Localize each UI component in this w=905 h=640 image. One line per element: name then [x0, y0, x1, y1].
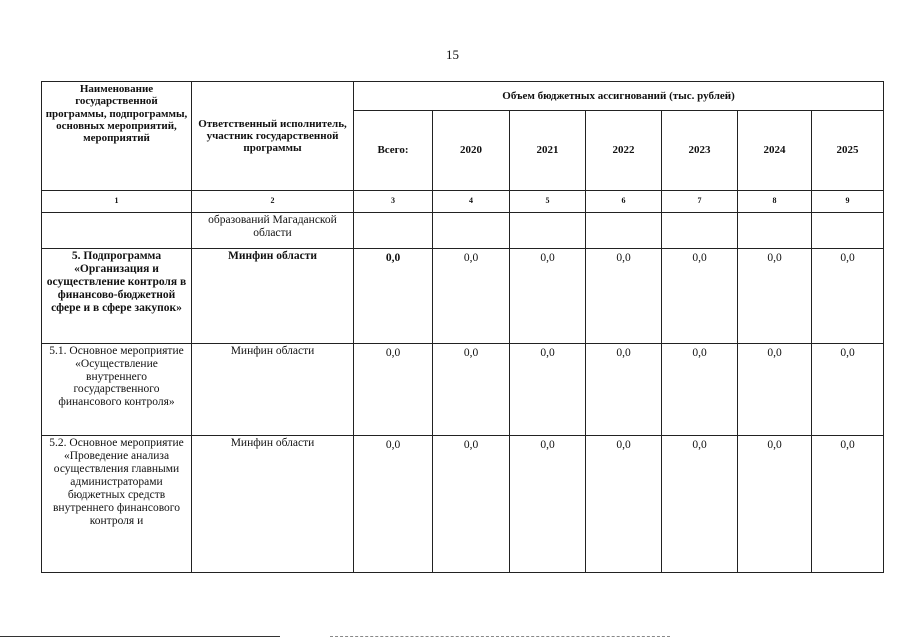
header-year: 2023: [662, 110, 738, 190]
row-value: 0,0: [812, 436, 884, 573]
row-value: 0,0: [433, 249, 510, 344]
column-number: 3: [354, 190, 433, 212]
row-total: 0,0: [354, 343, 433, 436]
row-value: 0,0: [812, 249, 884, 344]
row-executor: Минфин области: [192, 436, 354, 573]
row-name: 5. Подпрограмма «Организация и осуществление контроля в финансово-бюджетной сфере и в сфере закупок»: [42, 249, 192, 344]
row-value: 0,0: [433, 436, 510, 573]
header-name-col: Наименование государственной программы, подпрограммы, основных мероприятий, мероприятий: [42, 82, 192, 191]
page-number: 15: [446, 47, 459, 62]
column-number: 8: [738, 190, 812, 212]
budget-table: [41, 81, 884, 573]
row-value: [510, 213, 586, 249]
row-name: [42, 213, 192, 249]
row-name: 5.1. Основное мероприятие «Осуществление внутреннего государственного финансового контроля»: [42, 343, 192, 436]
column-number: 5: [510, 190, 586, 212]
row-value: 0,0: [586, 249, 662, 344]
row-value: 0,0: [510, 343, 586, 436]
row-name: 5.2. Основное мероприятие «Проведение анализа осуществления главными администраторами бюджетных средств внутреннего финансового контроля и: [42, 436, 192, 573]
column-number: 6: [586, 190, 662, 212]
row-executor: Минфин области: [192, 343, 354, 436]
header-executor-col: Ответственный исполнитель, участник государственной программы: [192, 82, 354, 191]
row-total: 0,0: [354, 436, 433, 573]
column-number-row: [42, 190, 884, 212]
row-value: 0,0: [812, 343, 884, 436]
header-year: 2020: [433, 110, 510, 190]
row-value: 0,0: [510, 249, 586, 344]
row-value: 0,0: [433, 343, 510, 436]
table-row: [42, 343, 884, 436]
row-executor: образований Магаданской области: [192, 213, 354, 249]
table-row: [42, 249, 884, 344]
row-value: 0,0: [662, 343, 738, 436]
row-value: [433, 213, 510, 249]
header-row-top: [42, 82, 884, 111]
table-row: [42, 213, 884, 249]
column-number: 4: [433, 190, 510, 212]
row-total: [354, 213, 433, 249]
column-number: 2: [192, 190, 354, 212]
row-value: 0,0: [586, 436, 662, 573]
row-value: 0,0: [662, 249, 738, 344]
table-row: [42, 436, 884, 573]
column-number: 7: [662, 190, 738, 212]
row-value: 0,0: [662, 436, 738, 573]
header-total-col: Всего:: [354, 110, 433, 190]
header-year: 2022: [586, 110, 662, 190]
header-year: 2021: [510, 110, 586, 190]
column-number: 1: [42, 190, 192, 212]
row-value: [738, 213, 812, 249]
row-value: 0,0: [738, 436, 812, 573]
header-year: 2024: [738, 110, 812, 190]
row-value: 0,0: [738, 249, 812, 344]
header-budget-group: Объем бюджетных ассигнований (тыс. рублей): [354, 82, 884, 111]
row-value: 0,0: [510, 436, 586, 573]
row-total: 0,0: [354, 249, 433, 344]
row-executor: Минфин области: [192, 249, 354, 344]
row-value: [586, 213, 662, 249]
column-number: 9: [812, 190, 884, 212]
page-bottom-scan-artifact: [330, 636, 670, 637]
page-bottom-rule: [0, 636, 280, 637]
row-value: 0,0: [586, 343, 662, 436]
row-value: 0,0: [738, 343, 812, 436]
row-value: [812, 213, 884, 249]
row-value: [662, 213, 738, 249]
header-year: 2025: [812, 110, 884, 190]
